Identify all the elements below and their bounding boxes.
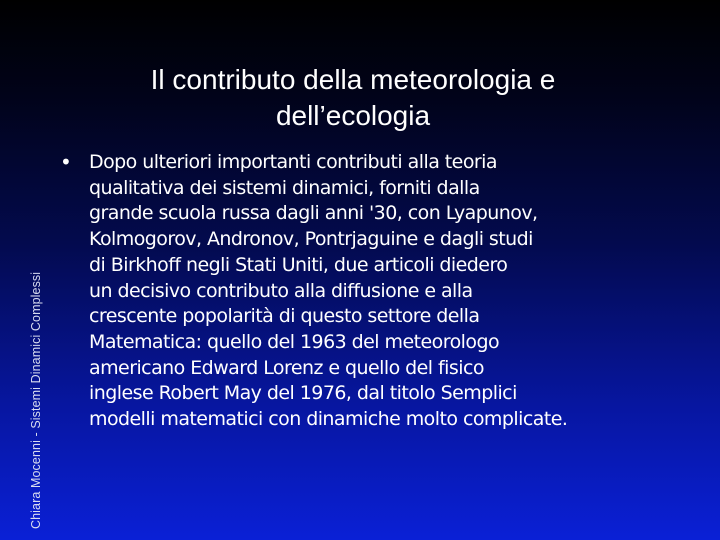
side-caption: Chiara Mocenni - Sistemi Dinamici Complessi xyxy=(29,271,43,529)
bullet-icon: • xyxy=(60,150,72,174)
bullet-paragraph: Dopo ulteriori importanti contributi alla teoria qualitativa dei sistemi dinamici, forniti dalla grande scuola russa dagli anni '30, con Lyapunov, Kolmogorov, Andronov, Pontrjaguine e dagli studi di Birkhoff negli Stati Uniti, due articoli diedero un decisivo contributo alla diffusione e alla crescente popolarità di questo settore della Matematica: quello del 1963 del meteorologo americano Edward Lorenz e quello del fisico inglese Robert May del 1976, dal titolo Semplici modelli matematici con dinamiche molto complicate. xyxy=(89,151,568,431)
slide-title: Il contributo della meteorologia e dell’ecologia xyxy=(150,64,556,131)
